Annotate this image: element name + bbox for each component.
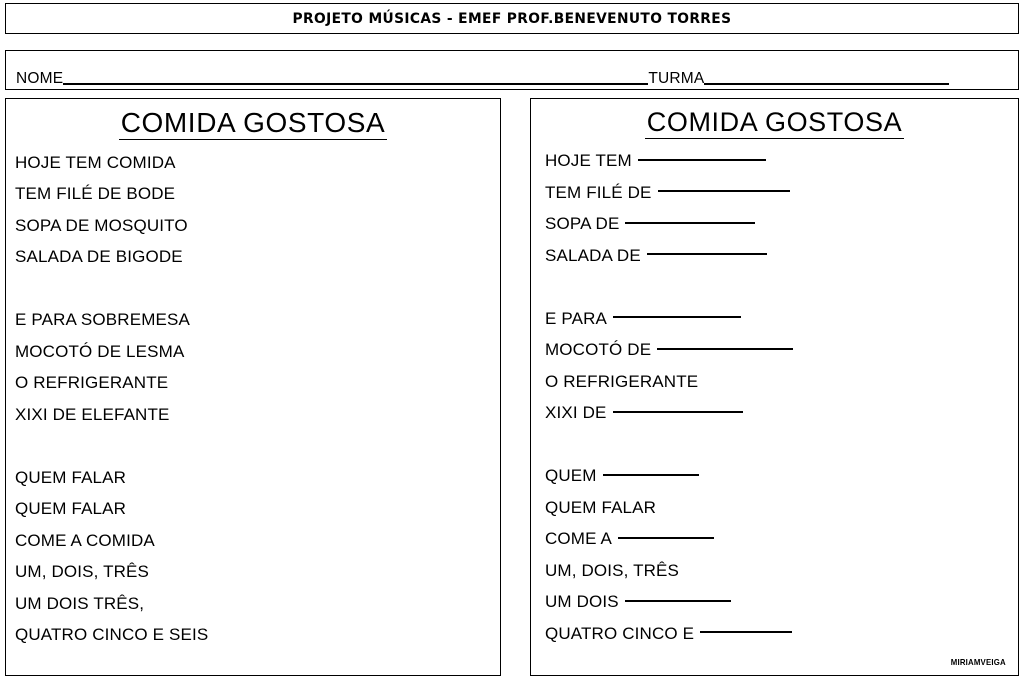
lyric-spacer — [531, 429, 1018, 461]
fill-in-blank[interactable] — [613, 316, 741, 318]
lyric-text: XIXI DE ELEFANTE — [15, 404, 170, 424]
lyric-text: QUEM FALAR — [545, 497, 657, 517]
lyric-line — [6, 367, 500, 399]
lyric-line — [531, 397, 1018, 429]
lyric-line — [531, 208, 1018, 240]
lyric-line — [531, 586, 1018, 618]
student-identity-box — [5, 50, 1019, 90]
fill-in-blank[interactable] — [603, 474, 699, 476]
left-lyrics-list — [6, 146, 500, 650]
lyric-line — [6, 178, 500, 210]
lyric-text: SALADA DE BIGODE — [15, 247, 183, 267]
fill-in-blank[interactable] — [700, 631, 792, 633]
class-label: TURMA — [648, 69, 705, 87]
lyric-text: QUATRO CINCO E — [545, 623, 695, 643]
lyric-text: HOJE TEM — [545, 151, 632, 171]
fill-in-blank[interactable] — [647, 253, 767, 255]
lyric-line — [531, 366, 1018, 398]
lyric-text: XIXI DE — [545, 403, 607, 423]
lyric-line — [531, 145, 1018, 177]
lyric-line — [531, 460, 1018, 492]
left-panel-heading: COMIDA GOSTOSA — [119, 107, 388, 140]
lyric-text: QUEM — [545, 466, 597, 486]
lyric-line — [6, 304, 500, 336]
lyric-line — [531, 177, 1018, 209]
lyric-line — [531, 303, 1018, 335]
lyric-text: TEM FILÉ DE BODE — [15, 184, 176, 204]
lyric-line — [531, 240, 1018, 272]
lyric-line — [6, 461, 500, 493]
lyric-text: QUATRO CINCO E SEIS — [15, 625, 209, 645]
fill-in-blank[interactable] — [618, 537, 714, 539]
fill-in-blank[interactable] — [625, 222, 755, 224]
lyric-text: TEM FILÉ DE — [545, 182, 652, 202]
lyric-text: SOPA DE — [545, 214, 620, 234]
author-credit: MIRIAMVEIGA — [950, 657, 1006, 667]
lyric-line — [6, 556, 500, 588]
lyric-line — [531, 555, 1018, 587]
lyric-text: E PARA — [545, 308, 607, 328]
lyric-text: UM, DOIS, TRÊS — [545, 560, 680, 580]
class-input-line[interactable] — [704, 83, 949, 85]
lyric-text: UM DOIS TRÊS, — [15, 593, 145, 613]
lyric-text: MOCOTÓ DE — [545, 340, 652, 360]
lyric-text: UM, DOIS, TRÊS — [15, 562, 150, 582]
lyric-line — [531, 618, 1018, 650]
lyric-text: QUEM FALAR — [15, 499, 127, 519]
lyrics-panel-fill-in — [530, 98, 1019, 676]
lyric-line — [531, 334, 1018, 366]
lyric-text: O REFRIGERANTE — [15, 373, 169, 393]
lyric-text: E PARA SOBREMESA — [15, 310, 190, 330]
header-title-box — [5, 3, 1019, 34]
name-input-line[interactable] — [63, 83, 648, 85]
fill-in-blank[interactable] — [613, 411, 743, 413]
lyric-line — [6, 493, 500, 525]
lyrics-panel-complete — [5, 98, 501, 676]
lyric-text: HOJE TEM COMIDA — [15, 152, 176, 172]
name-label: NOME — [16, 69, 64, 87]
page-title: PROJETO MÚSICAS - EMEF PROF.BENEVENUTO TORRES — [292, 10, 732, 27]
identity-row — [16, 71, 1012, 87]
lyric-spacer — [531, 271, 1018, 303]
lyric-text: COME A COMIDA — [15, 530, 155, 550]
lyric-spacer — [6, 430, 500, 462]
lyric-line — [6, 398, 500, 430]
lyric-text: QUEM FALAR — [15, 467, 127, 487]
lyric-line — [531, 523, 1018, 555]
fill-in-blank[interactable] — [638, 159, 766, 161]
lyric-line — [6, 209, 500, 241]
lyric-line — [6, 619, 500, 651]
lyric-line — [6, 146, 500, 178]
lyric-text: UM DOIS — [545, 592, 619, 612]
lyric-spacer — [6, 272, 500, 304]
lyric-line — [531, 492, 1018, 524]
lyric-text: COME A — [545, 529, 613, 549]
right-panel-heading: COMIDA GOSTOSA — [645, 107, 904, 139]
lyric-line — [6, 241, 500, 273]
fill-in-blank[interactable] — [625, 600, 731, 602]
lyric-text: O REFRIGERANTE — [545, 371, 699, 391]
fill-in-blank[interactable] — [658, 190, 790, 192]
lyric-text: MOCOTÓ DE LESMA — [15, 341, 185, 361]
lyric-line — [6, 524, 500, 556]
lyric-text: SOPA DE MOSQUITO — [15, 215, 188, 235]
lyric-text: SALADA DE — [545, 245, 641, 265]
right-lyrics-list — [531, 145, 1018, 649]
lyric-line — [6, 587, 500, 619]
fill-in-blank[interactable] — [657, 348, 793, 350]
lyric-line — [6, 335, 500, 367]
